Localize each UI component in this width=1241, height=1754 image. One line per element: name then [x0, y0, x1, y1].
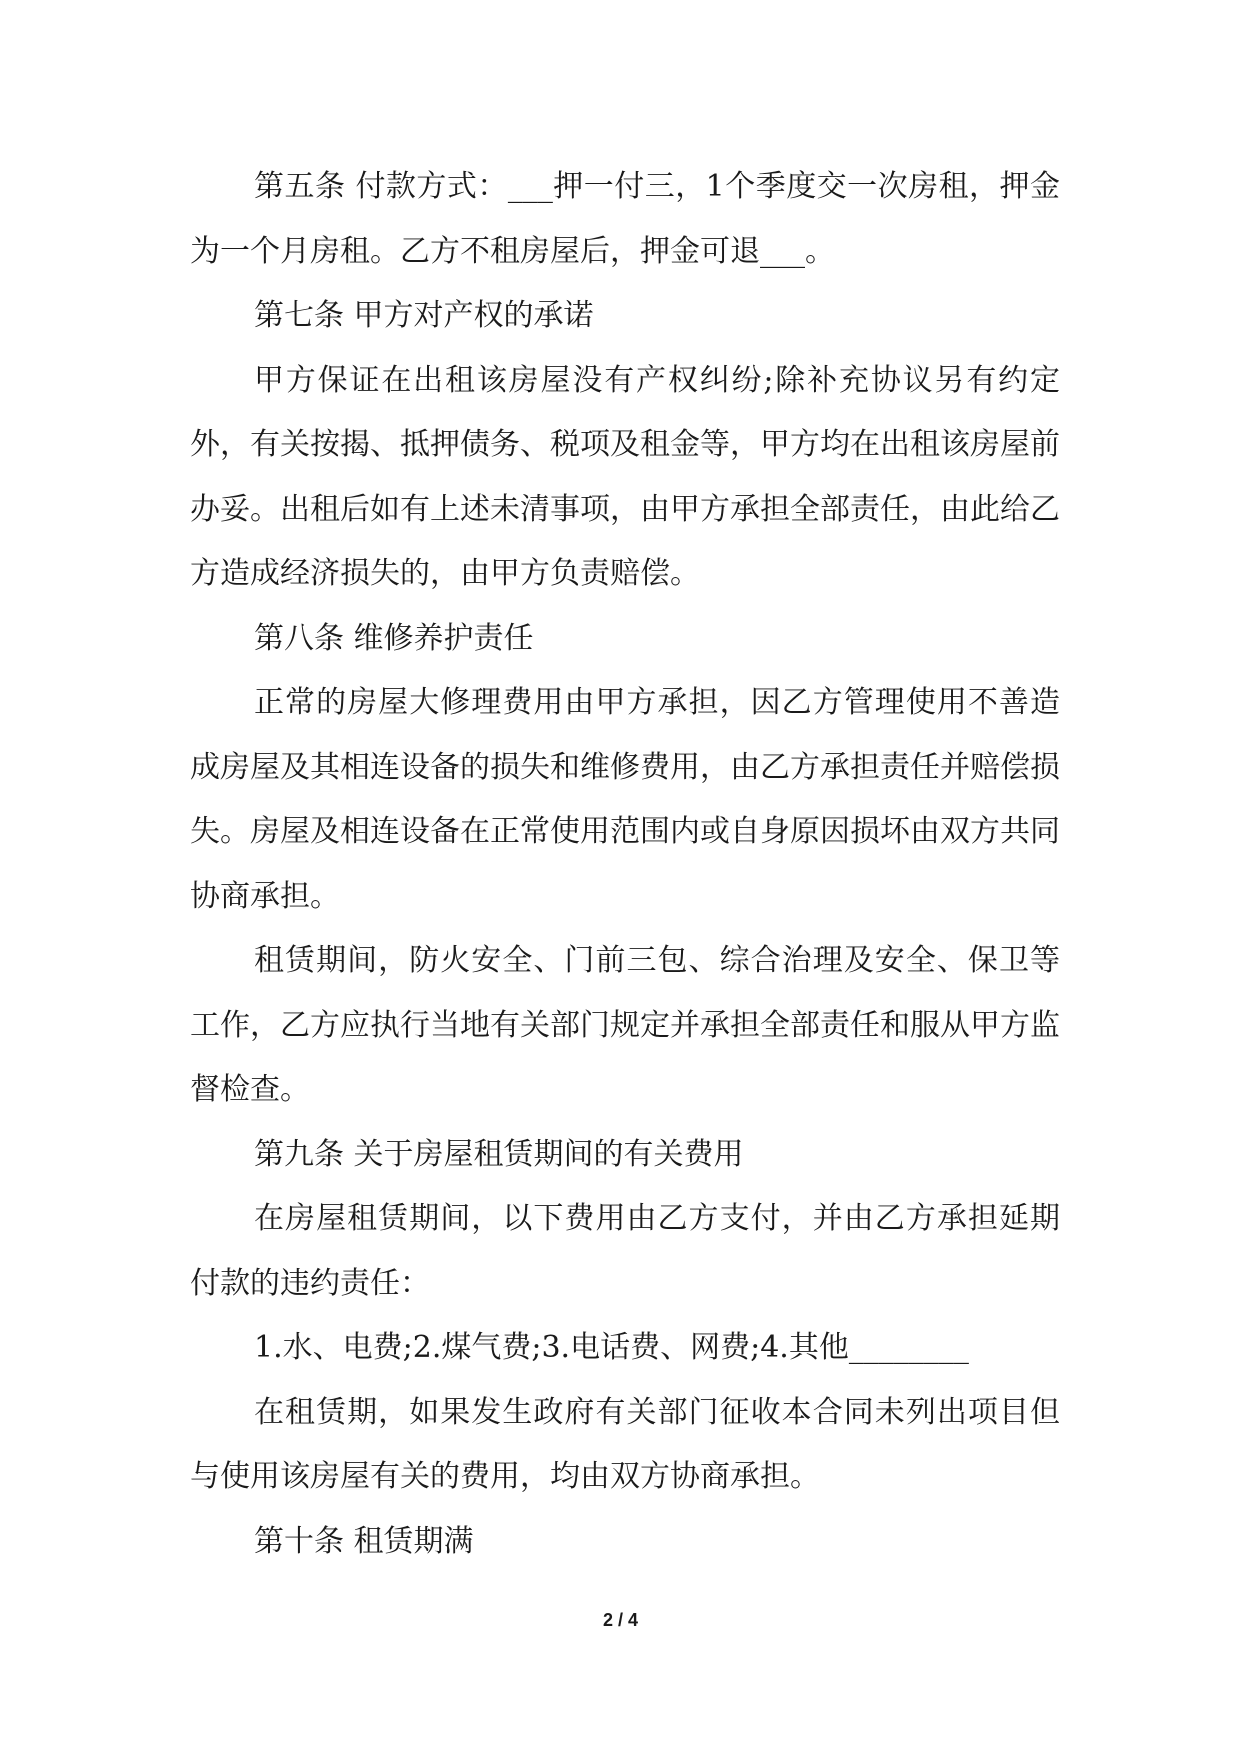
paragraph-fees-list: 1.水、电费;2.煤气费;3.电话费、网费;4.其他________ [254, 1330, 969, 1365]
heading-article-8: 第八条 维修养护责任 [254, 620, 534, 656]
heading-article-10: 第十条 租赁期满 [254, 1523, 474, 1559]
paragraph-property-rights: 甲方保证在出租该房屋没有产权纠纷;除补充协议另有约定外，有关按揭、抵押债务、税项及租金等，甲方均在出租该房屋前办妥。出租后如有上述未清事项，由甲方承担全部责任，由此给乙方造成经济损失的，由甲方负责赔偿。 [190, 362, 1060, 591]
paragraph-government-fees: 在租赁期，如果发生政府有关部门征收本合同未列出项目但与使用该房屋有关的费用，均由双方协商承担。 [190, 1394, 1060, 1494]
paragraph-maintenance: 正常的房屋大修理费用由甲方承担，因乙方管理使用不善造成房屋及其相连设备的损失和维修费用，由乙方承担责任并赔偿损失。房屋及相连设备在正常使用范围内或自身原因损坏由双方共同协商承担。 [190, 685, 1060, 914]
page-number: 2 / 4 [602, 1610, 639, 1630]
heading-article-9: 第九条 关于房屋租赁期间的有关费用 [254, 1136, 744, 1172]
paragraph-safety: 租赁期间，防火安全、门前三包、综合治理及安全、保卫等工作，乙方应执行当地有关部门规定并承担全部责任和服从甲方监督检查。 [190, 943, 1060, 1107]
document-body [190, 155, 1060, 1574]
heading-article-7: 第七条 甲方对产权的承诺 [254, 298, 594, 333]
paragraph-fees-intro: 在房屋租赁期间，以下费用由乙方支付，并由乙方承担延期付款的违约责任： [190, 1201, 1060, 1301]
paragraph-article-5: 第五条 付款方式：___押一付三，1个季度交一次房租，押金为一个月房租。乙方不租房屋后，押金可退___。 [190, 169, 1060, 269]
